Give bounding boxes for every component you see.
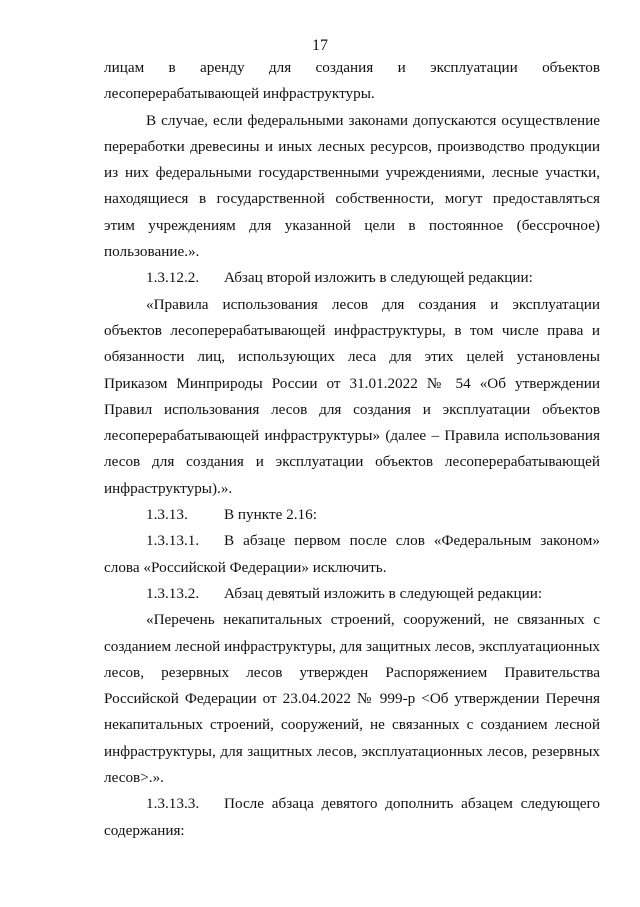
clause-text: После абзаца девятого дополнить абзацем следующего содержания:: [104, 795, 600, 839]
paragraph-1-3-13-2: [104, 581, 600, 607]
clause-text: Абзац девятый изложить в следующей редакции:: [224, 584, 543, 602]
document-body: [104, 55, 600, 844]
clause-text: В пункте 2.16:: [224, 506, 317, 524]
paragraph-1-3-12-2: [104, 265, 600, 291]
paragraph-federal-laws: В случае, если федеральными законами допускаются осуществление переработки древесины и иных лесных ресурсов, производство продукции из них федеральными государственными учреждениями, лесные участки, находящиеся в государственной собственности, могут предоставляться этим учреждениям для указанной цели в постоянное (бессрочное) пользование.».: [104, 111, 600, 261]
paragraph-1-3-13-3: [104, 791, 600, 844]
clause-number: 1.3.13.1.: [146, 532, 200, 550]
clause-number: 1.3.13.3.: [146, 795, 200, 813]
clause-number: 1.3.13.2.: [146, 584, 200, 602]
clause-text: Абзац второй изложить в следующей редакции:: [224, 269, 533, 287]
page-number: 17: [312, 37, 328, 54]
paragraph-continuation: лицам в аренду для создания и эксплуатации объектов лесоперерабатывающей инфраструктуры.: [104, 59, 600, 103]
clause-number: 1.3.12.2.: [146, 269, 200, 287]
paragraph-list-quote: «Перечень некапитальных строений, сооружений, не связанных с созданием лесной инфраструктуры, для защитных лесов, эксплуатационных лесов, резервных лесов утвержден Распоряжением Правительства Российской Федерации от 23.04.2022 № 999-р <Об утверждении Перечня некапитальных строений, сооружений, не связанных с созданием лесной инфраструктуры, для защитных лесов, эксплуатационных лесов, резервных лесов>.».: [104, 611, 600, 787]
clause-number: 1.3.13.: [146, 506, 188, 524]
paragraph-1-3-13: [104, 502, 600, 528]
paragraph-rules-quote: «Правила использования лесов для создания и эксплуатации объектов лесоперерабатывающей инфраструктуры, в том числе права и обязанности лиц, использующих леса для этих целей установлены Приказом Минприроды России от 31.01.2022 № 54 «Об утверждении Правил использования лесов для создания и эксплуатации объектов лесоперерабатывающей инфраструктуры» (далее – Правила использования лесов для создания и эксплуатации объектов лесоперерабатывающей инфраструктуры).».: [104, 295, 600, 497]
paragraph-1-3-13-1: [104, 528, 600, 581]
clause-text: В абзаце первом после слов «Федеральным законом» слова «Российской Федерации» исключить.: [104, 532, 600, 576]
